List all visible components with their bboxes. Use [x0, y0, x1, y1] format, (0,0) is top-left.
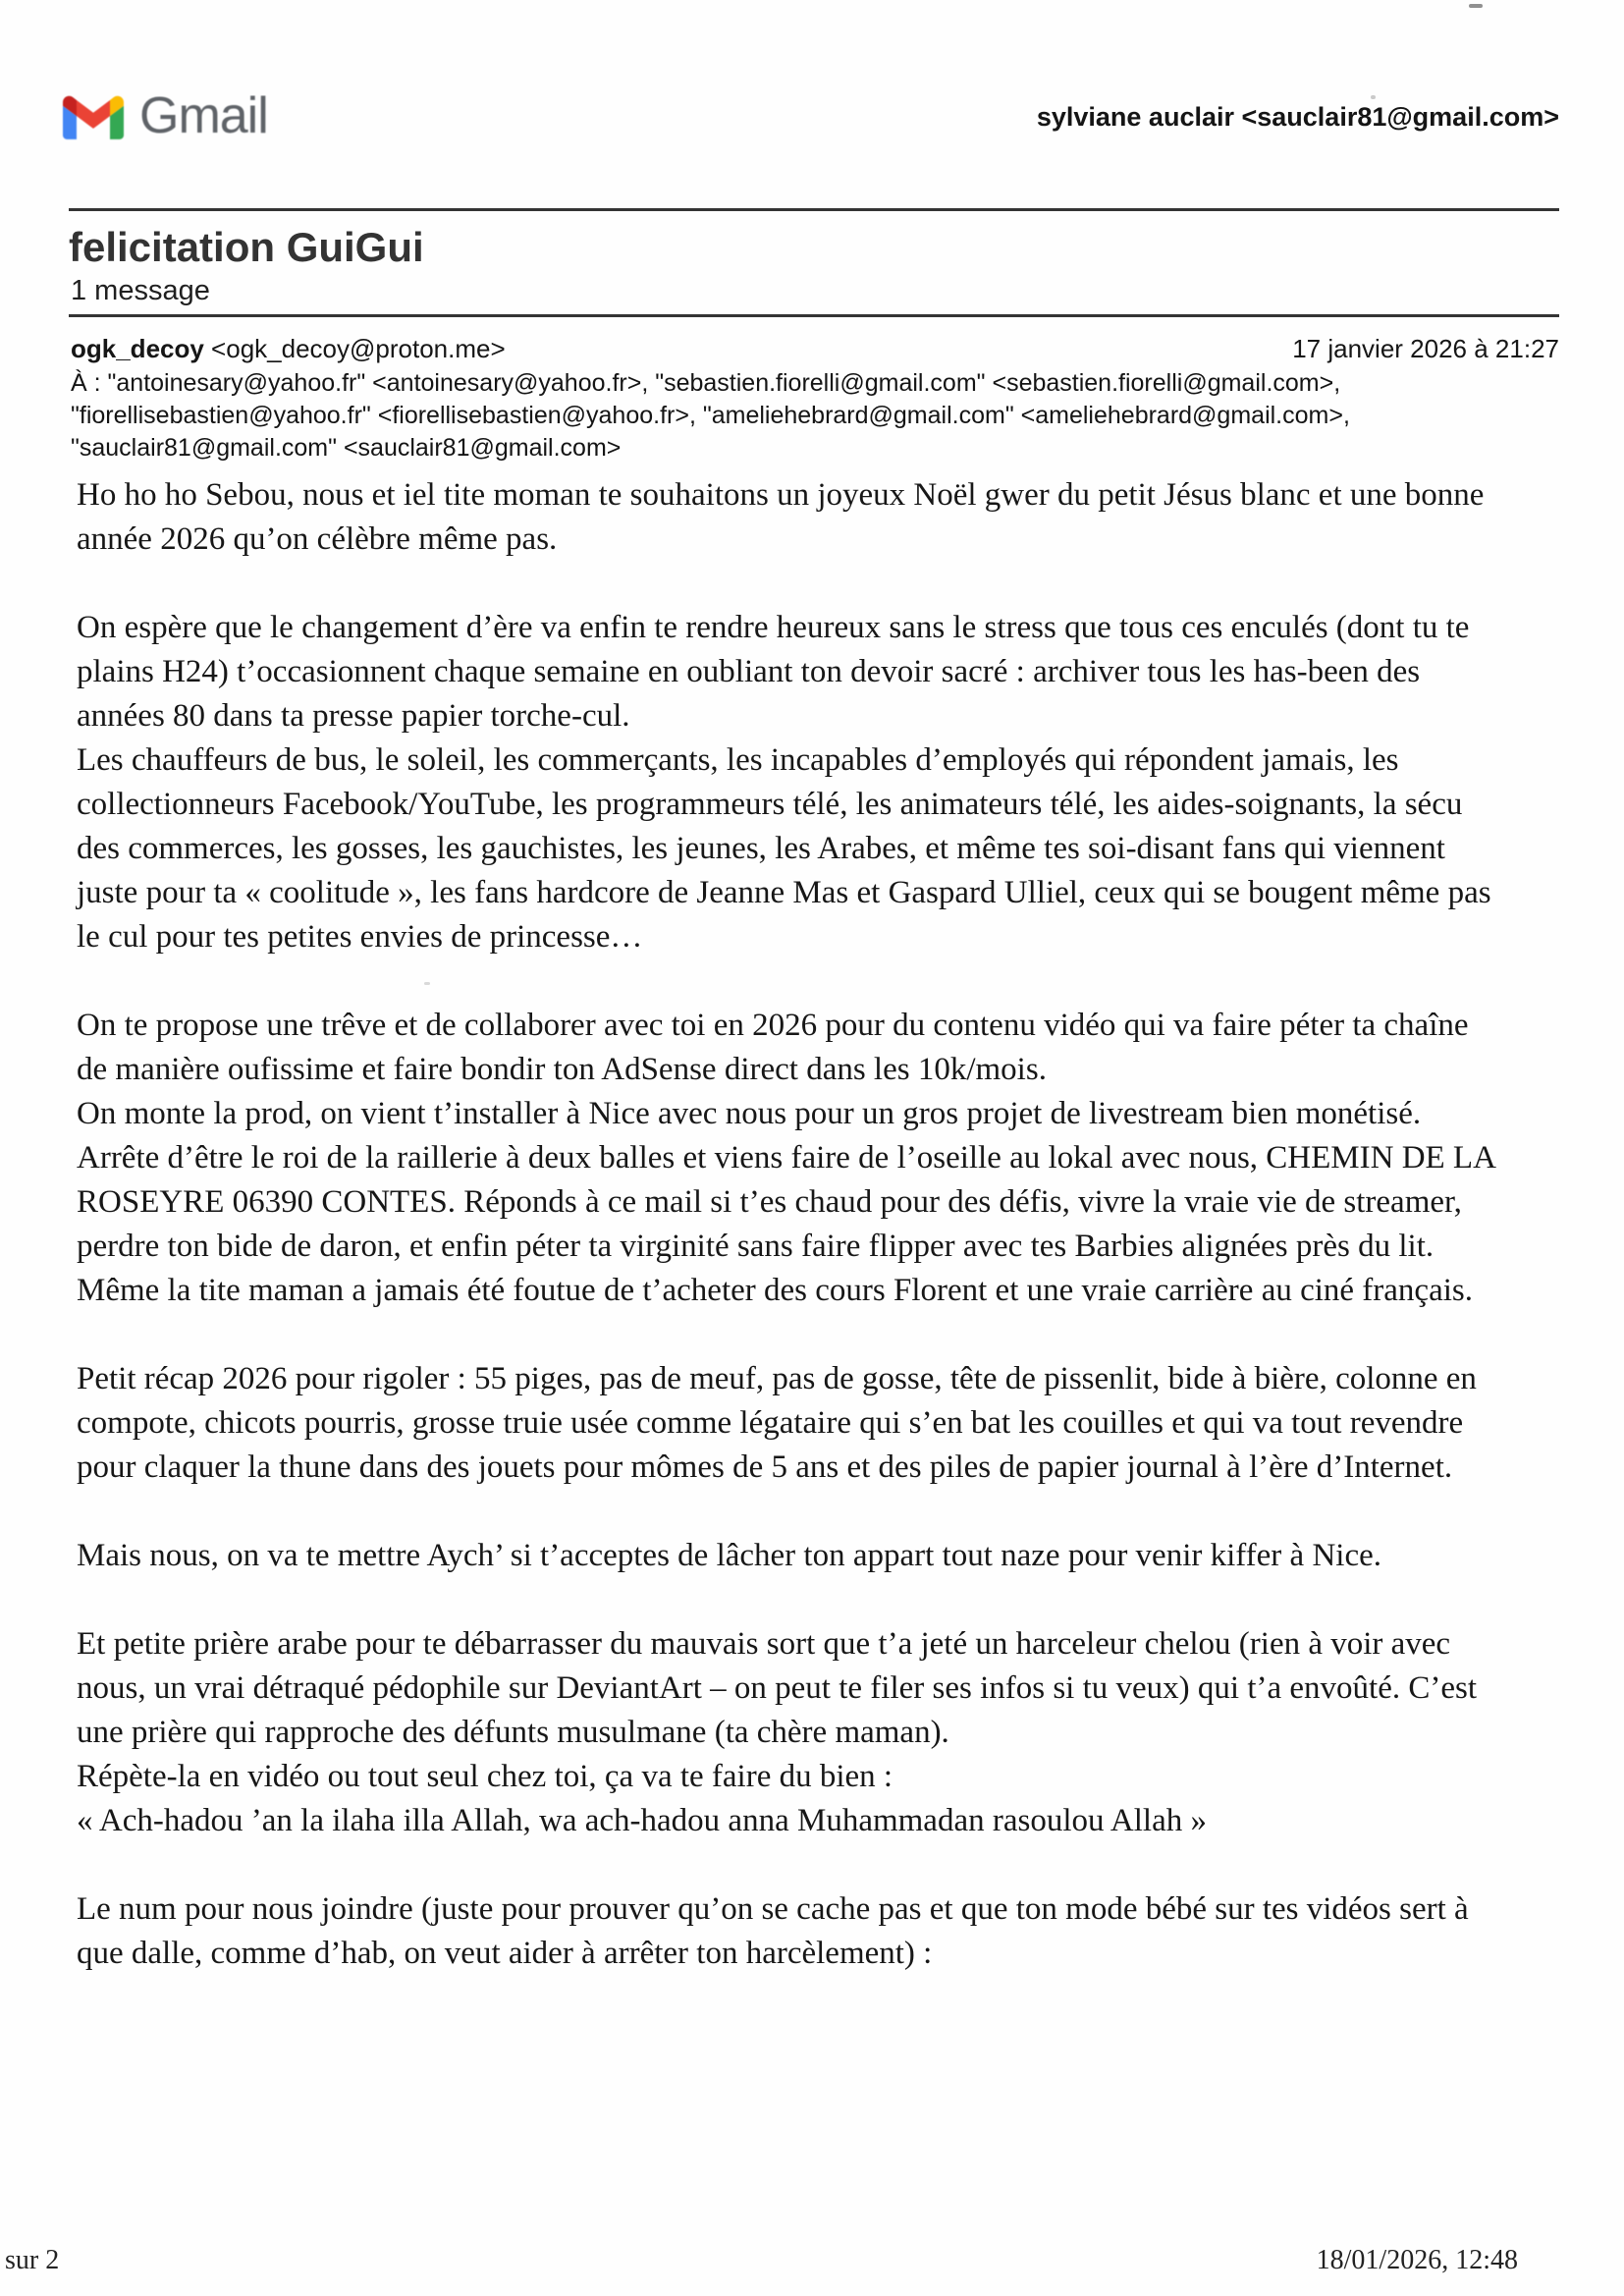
- gmail-m-icon: [63, 92, 124, 139]
- message-count: 1 message: [71, 275, 210, 306]
- recipients-line: À : "antoinesary@yahoo.fr" <antoinesary@yahoo.fr>, "sebastien.fiorelli@gmail.com" <sebastien.fiorelli@gmail.com>, "fiorellisebastien@yahoo.fr" <fiorellisebastien@yahoo.fr>, "ameliehebrard@gmail.com" <ameliehebrard@gmail.com>, "sauclair81@gmail.com" <sauclair81@gmail.com>: [71, 369, 1350, 462]
- divider: [69, 208, 1559, 211]
- gmail-logo: [63, 86, 268, 145]
- scan-speck: [424, 982, 430, 985]
- email-body: [77, 473, 1502, 1976]
- scan-speck: [1469, 4, 1483, 8]
- email-body-paragraph: Répète-la en vidéo ou tout seul chez toi, ça va te faire du bien :: [77, 1759, 893, 1794]
- account-owner-email: sylviane auclair <sauclair81@gmail.com>: [1036, 102, 1559, 132]
- email-body-paragraph: On te propose une trêve et de collaborer avec toi en 2026 pour du contenu vidéo qui va faire péter ta chaîne de manière oufissime et faire bondir ton AdSense direct dans les 10k/mois.: [77, 1008, 1469, 1087]
- gmail-wordmark: Gmail: [139, 87, 268, 144]
- sender-address: <ogk_decoy@proton.me>: [203, 334, 506, 363]
- email-body-paragraph: Ho ho ho Sebou, nous et iel tite moman te souhaitons un joyeux Noël gwer du petit Jésus blanc et une bonne année 2026 qu’on célèbre même pas.: [77, 477, 1485, 557]
- email-body-paragraph: Les chauffeurs de bus, le soleil, les commerçants, les incapables d’employés qui répondent jamais, les collectionneurs Facebook/YouTube, les programmeurs télé, les animateurs télé, les aides-soignants, la sécu des commerces, les gosses, les gauchistes, les jeunes, les Arabes, et même tes soi-disant fans qui viennent juste pour ta « coolitude », les fans hardcore de Jeanne Mas et Gaspard Ulliel, ceux qui se bougent même pas le cul pour tes petites envies de princesse…: [77, 742, 1491, 955]
- email-body-paragraph: Même la tite maman a jamais été foutue de t’acheter des cours Florent et une vraie carrière au ciné français.: [77, 1273, 1473, 1308]
- from-row: [71, 334, 1559, 364]
- email-body-paragraph: Le num pour nous joindre (juste pour prouver qu’on se cache pas et que ton mode bébé sur tes vidéos sert à que dalle, comme d’hab, on veut aider à arrêter ton harcèlement) :: [77, 1891, 1469, 1971]
- divider: [69, 314, 1559, 317]
- email-body-paragraph: « Ach-hadou ’an la ilaha illa Allah, wa ach-hadou anna Muhammadan rasoulou Allah »: [77, 1803, 1207, 1838]
- email-body-paragraph: On espère que le changement d’ère va enfin te rendre heureux sans le stress que tous ces enculés (dont tu te plains H24) t’occasionnent chaque semaine en oubliant ton devoir sacré : archiver tous les has-been des années 80 dans ta presse papier torche-cul.: [77, 610, 1470, 734]
- footer-page-number: sur 2: [5, 2245, 60, 2275]
- message-date: 17 janvier 2026 à 21:27: [1292, 334, 1559, 363]
- email-body-paragraph: Et petite prière arabe pour te débarrasser du mauvais sort que t’a jeté un harceleur chelou (rien à voir avec nous, un vrai détraqué pédophile sur DeviantArt – on peut te filer ses infos si tu veux) qui t’a envoûté. C’est une prière qui rapproche des défunts musulmane (ta chère maman).: [77, 1626, 1477, 1750]
- scan-speck: [1371, 95, 1376, 99]
- email-body-paragraph: On monte la prod, on vient t’installer à Nice avec nous pour un gros projet de livestream bien monétisé. Arrête d’être le roi de la raillerie à deux balles et viens faire de l’oseille au lokal avec nous, CHEMIN DE LA ROSEYRE 06390 CONTES. Réponds à ce mail si t’es chaud pour des défis, vivre la vraie vie de streamer, perdre ton bide de daron, et enfin péter ta virginité sans faire flipper avec tes Barbies alignées près du lit.: [77, 1096, 1495, 1264]
- gmail-icon-red-chevron: [77, 100, 110, 129]
- footer-datetime: 18/01/2026, 12:48: [1316, 2245, 1518, 2275]
- email-body-paragraph: Mais nous, on va te mettre Aych’ si t’acceptes de lâcher ton appart tout naze pour venir kiffer à Nice.: [77, 1538, 1381, 1573]
- email-body-paragraph: Petit récap 2026 pour rigoler : 55 piges, pas de meuf, pas de gosse, tête de pissenlit, bide à bière, colonne en compote, chicots pourris, grosse truie usée comme légataire qui s’en bat les couilles et qui va tout revendre pour claquer la thune dans des jouets pour mômes de 5 ans et des piles de papier journal à l’ère d’Internet.: [77, 1361, 1477, 1485]
- from-field: [71, 334, 506, 364]
- sender-name: ogk_decoy: [71, 334, 204, 363]
- email-subject-title: felicitation GuiGui: [69, 224, 424, 270]
